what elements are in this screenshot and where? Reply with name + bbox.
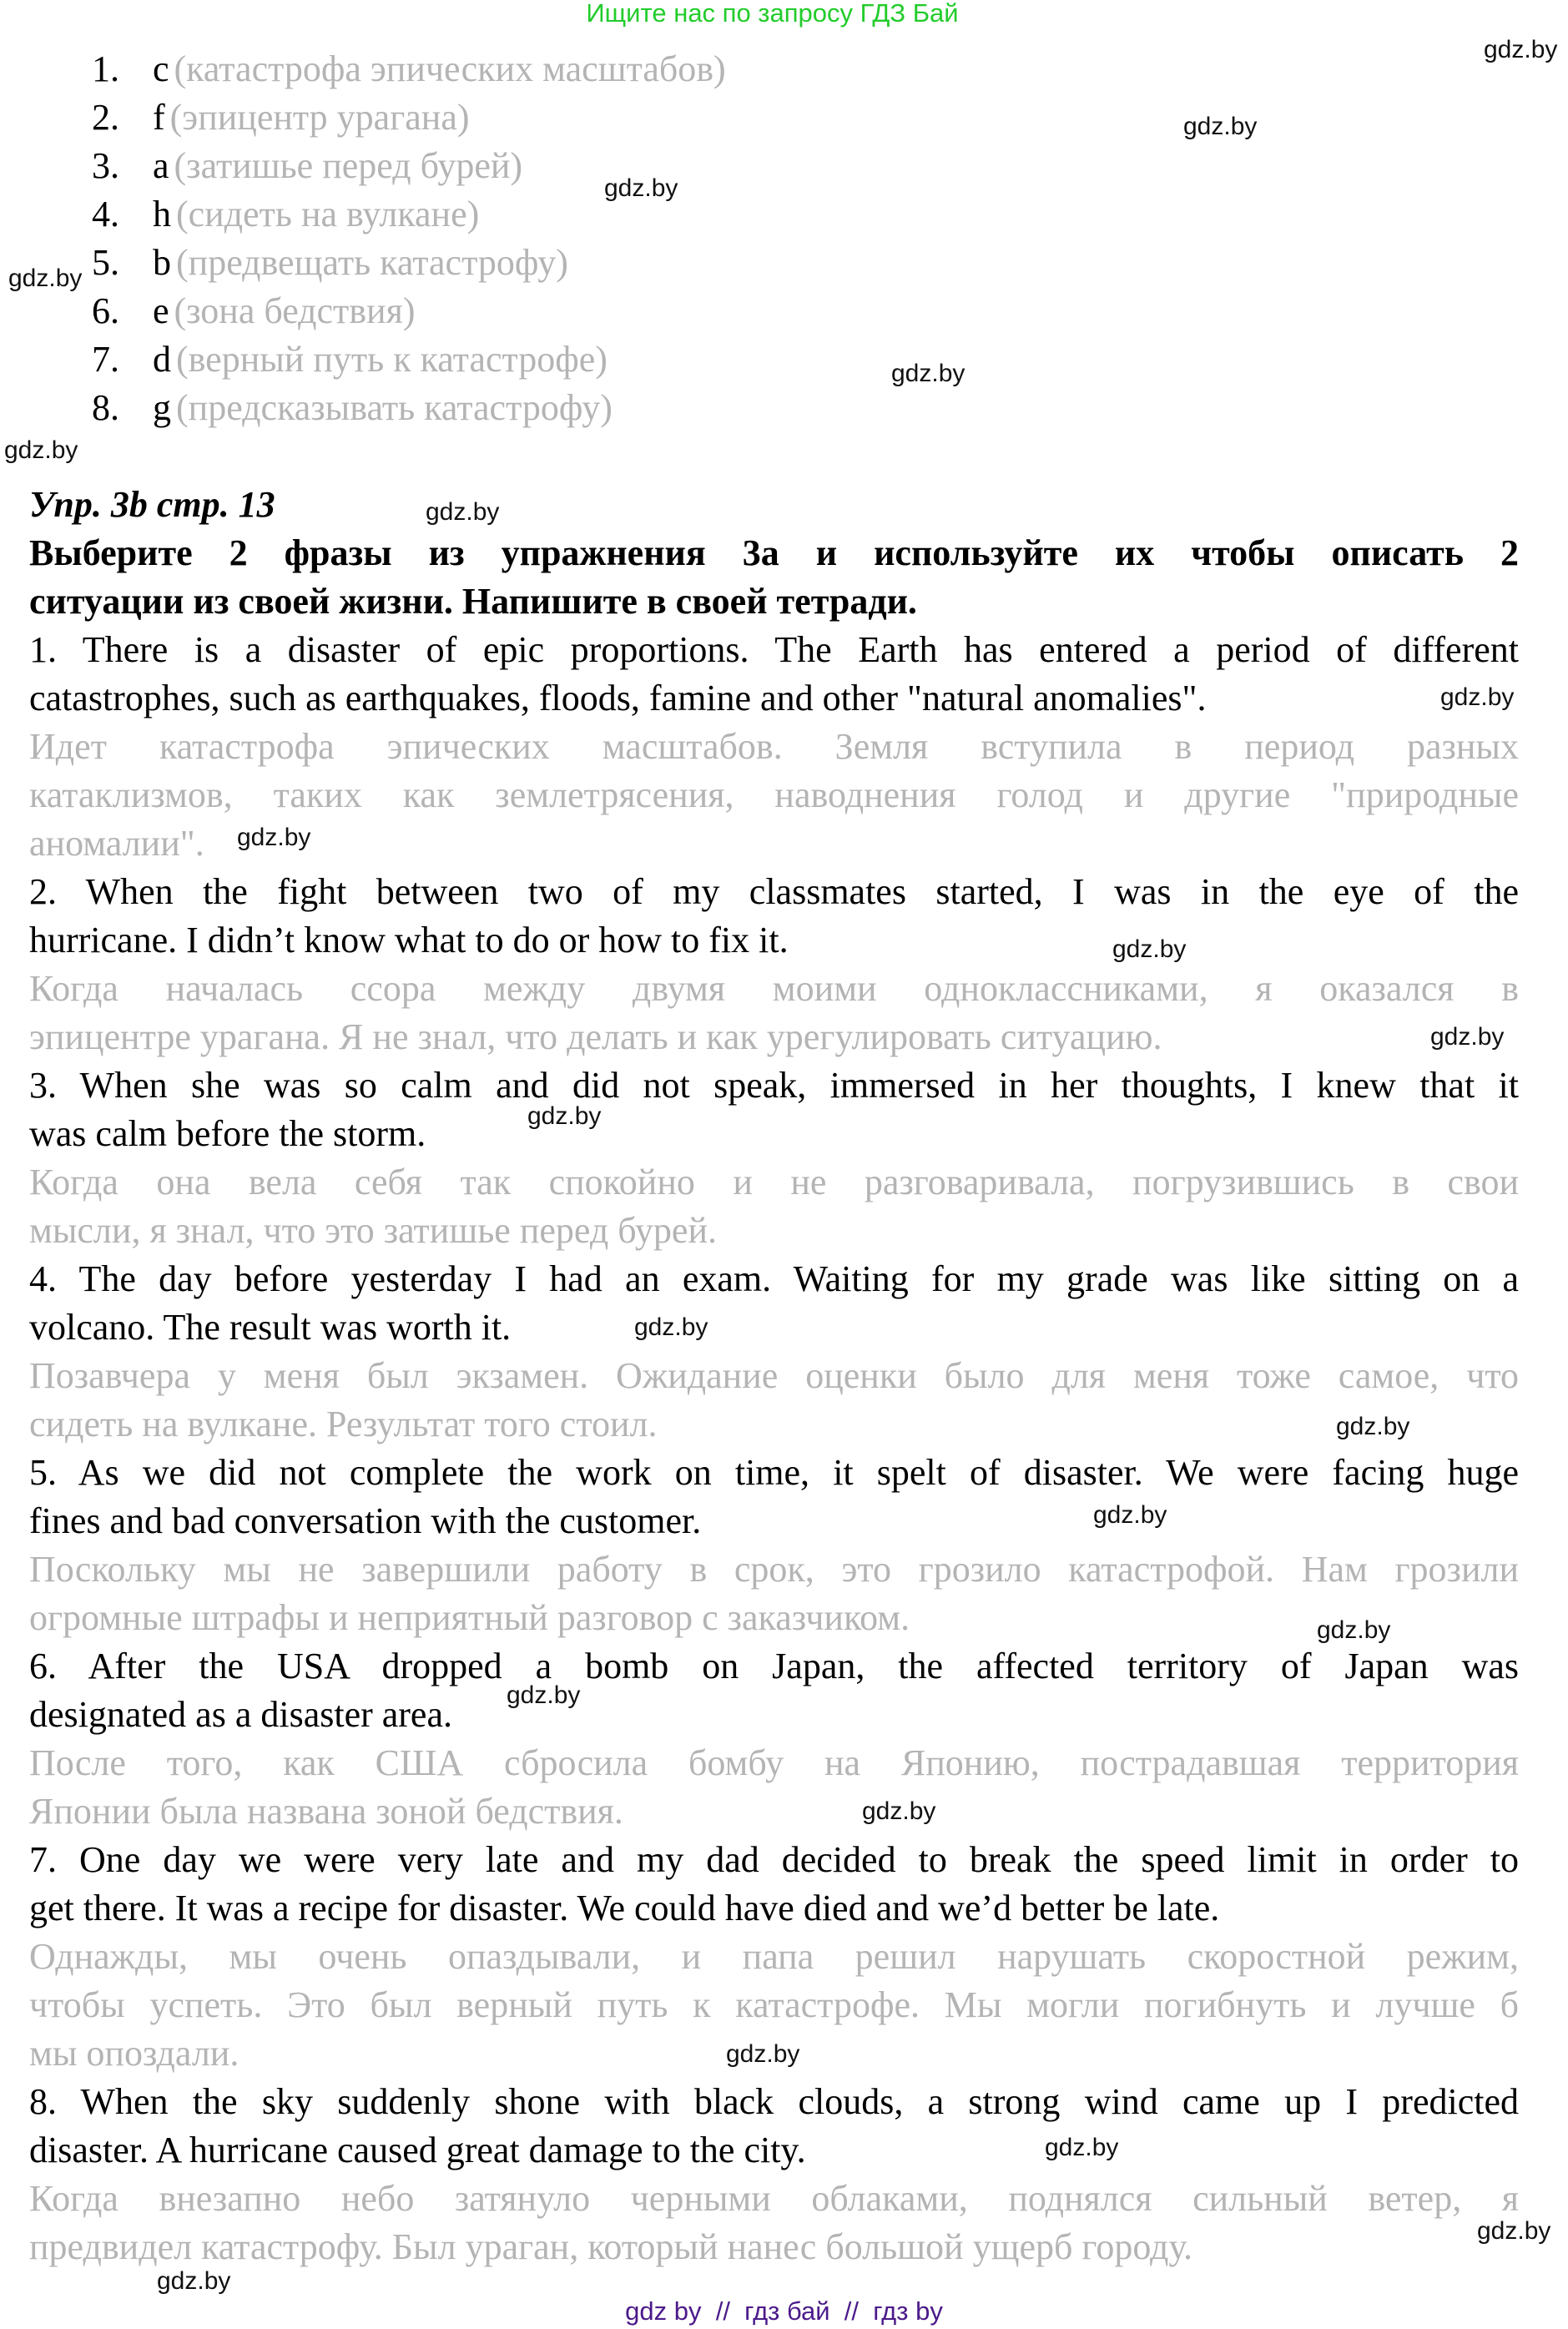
- russian-line: сидеть на вулкане. Результат того стоил.: [29, 1404, 658, 1444]
- watermark-text: gdz.by: [726, 2040, 800, 2068]
- english-line: catastrophes, such as earthquakes, floods, famine and other "natural anomalies".: [29, 678, 1207, 718]
- search-banner-text: Ищите нас по запросу ГДЗ Бай: [586, 0, 959, 28]
- paragraph-4: [29, 1255, 1519, 1449]
- answer-letter: d (верный путь к катастрофе): [153, 339, 608, 380]
- english-line: get there. It was a recipe for disaster. We could have died and we’d better be late.: [29, 1888, 1220, 1928]
- footer-links: gdz by // гдз бай // гдз by: [625, 2296, 943, 2326]
- answer-letter: a (затишье перед бурей): [153, 145, 523, 186]
- answer-translation: (предсказывать катастрофу): [176, 387, 613, 428]
- russian-line: Позавчера у меня был экзамен. Ожидание оценки было для меня тоже самое, что: [29, 1355, 1519, 1396]
- exercise-title: Упр. 3b стр. 13: [29, 484, 275, 525]
- paragraph-5: [29, 1449, 1519, 1642]
- exercise-task: [29, 529, 1519, 626]
- paragraph-2: [29, 868, 1519, 1061]
- english-line: hurricane. I didn’t know what to do or how to fix it.: [29, 920, 789, 960]
- answer-translation: (катастрофа эпических масштабов): [174, 48, 726, 89]
- paragraph-8: [29, 2078, 1519, 2271]
- answer-item: [0, 190, 834, 239]
- watermark-text: gdz.by: [1112, 935, 1187, 963]
- answer-number: 4.: [92, 194, 119, 234]
- task-line: Выберите 2 фразы из упражнения 3a и используйте их чтобы описать 2: [29, 532, 1519, 573]
- russian-line: Поскольку мы не завершили работу в срок, это грозило катастрофой. Нам грозили: [29, 1549, 1519, 1590]
- english-line: 3. When she was so calm and did not speak, immersed in her thoughts, I knew that it: [29, 1065, 1519, 1106]
- watermark-text: gdz.by: [1440, 683, 1515, 711]
- russian-line: эпицентре урагана. Я не знал, что делать и как урегулировать ситуацию.: [29, 1016, 1162, 1057]
- russian-line: Когда началась ссора между двумя моими одноклассниками, я оказался в: [29, 968, 1519, 1009]
- answer-item: [0, 142, 834, 190]
- watermark-text: gdz.by: [1484, 36, 1558, 63]
- english-line: 5. As we did not complete the work on time, it spelt of disaster. We were facing huge: [29, 1452, 1519, 1493]
- paragraph-6: [29, 1642, 1519, 1836]
- russian-line: Когда внезапно небо затянуло черными облаками, поднялся сильный ветер, я: [29, 2178, 1519, 2219]
- watermark-text: gdz.by: [527, 1102, 602, 1130]
- watermark-text: gdz.by: [1317, 1616, 1391, 1644]
- answer-number: 3.: [92, 145, 119, 186]
- answer-item: [0, 93, 834, 142]
- answer-number: 6.: [92, 290, 119, 331]
- english-line: 8. When the sky suddenly shone with black clouds, a strong wind came up I predicted: [29, 2081, 1519, 2122]
- task-line: ситуации из своей жизни. Напишите в своей тетради.: [29, 581, 917, 622]
- answer-list: [0, 45, 834, 432]
- watermark-text: gdz.by: [157, 2267, 231, 2295]
- answer-letter: c (катастрофа эпических масштабов): [153, 48, 726, 89]
- russian-line: Японии была названа зоной бедствия.: [29, 1791, 623, 1832]
- answer-letter: h (сидеть на вулкане): [153, 194, 480, 234]
- english-line: 7. One day we were very late and my dad decided to break the speed limit in order to: [29, 1839, 1519, 1880]
- watermark-text: gdz.by: [1045, 2134, 1119, 2161]
- english-line: 2. When the fight between two of my classmates started, I was in the eye of the: [29, 871, 1519, 912]
- answer-paragraphs: [29, 626, 1519, 2271]
- english-line: 4. The day before yesterday I had an exam. Waiting for my grade was like sitting on a: [29, 1258, 1519, 1299]
- english-line: 6. After the USA dropped a bomb on Japan, the affected territory of Japan was: [29, 1646, 1519, 1686]
- answer-number: 2.: [92, 97, 119, 138]
- watermark-text: gdz.by: [426, 498, 500, 526]
- russian-line: катаклизмов, таких как землетрясения, наводнения голод и другие "природные: [29, 774, 1519, 815]
- answer-item: [0, 384, 834, 432]
- answer-number: 5.: [92, 242, 119, 283]
- paragraph-3: [29, 1061, 1519, 1255]
- answer-letter: b (предвещать катастрофу): [153, 242, 568, 283]
- watermark-text: gdz.by: [634, 1313, 708, 1341]
- answer-translation: (зона бедствия): [174, 290, 416, 331]
- english-line: volcano. The result was worth it.: [29, 1307, 512, 1348]
- russian-line: огромные штрафы и неприятный разговор с заказчиком.: [29, 1597, 910, 1638]
- answer-item: [0, 335, 834, 384]
- answer-translation: (верный путь к катастрофе): [176, 339, 608, 380]
- watermark-text: gdz.by: [237, 824, 311, 851]
- answer-translation: (затишье перед бурей): [174, 145, 523, 186]
- watermark-text: gdz.by: [507, 1681, 581, 1709]
- watermark-text: gdz.by: [1336, 1413, 1410, 1440]
- english-line: 1. There is a disaster of epic proportions. The Earth has entered a period of different: [29, 629, 1519, 670]
- answer-letter: e (зона бедствия): [153, 290, 416, 331]
- answer-letter: g (предсказывать катастрофу): [153, 387, 613, 428]
- russian-line: Однажды, мы очень опаздывали, и папа решил нарушать скоростной режим,: [29, 1936, 1519, 1977]
- answer-item: [0, 287, 834, 335]
- answer-letter: f (эпицентр урагана): [153, 97, 470, 138]
- english-line: fines and bad conversation with the customer.: [29, 1500, 702, 1541]
- russian-line: Идет катастрофа эпических масштабов. Земля вступила в период разных: [29, 726, 1519, 767]
- answer-translation: (сидеть на вулкане): [176, 194, 480, 234]
- russian-line: предвидел катастрофу. Был ураган, который нанес большой ущерб городу.: [29, 2226, 1193, 2267]
- english-line: was calm before the storm.: [29, 1113, 426, 1154]
- watermark-text: gdz.by: [1093, 1501, 1167, 1529]
- russian-line: После того, как США сбросила бомбу на Японию, пострадавшая территория: [29, 1742, 1519, 1783]
- watermark-text: gdz.by: [891, 360, 966, 387]
- watermark-text: gdz.by: [1183, 113, 1258, 140]
- watermark-text: gdz.by: [4, 436, 78, 464]
- russian-line: мысли, я знал, что это затишье перед бурей.: [29, 1210, 718, 1251]
- answer-number: 8.: [92, 387, 119, 428]
- answer-item: [0, 45, 834, 93]
- answer-number: 7.: [92, 339, 119, 380]
- watermark-text: gdz.by: [1477, 2217, 1551, 2245]
- russian-line: мы опоздали.: [29, 2033, 239, 2074]
- english-line: disaster. A hurricane caused great damage to the city.: [29, 2130, 806, 2170]
- watermark-text: gdz.by: [1430, 1023, 1505, 1051]
- search-banner: [0, 0, 1568, 28]
- answer-translation: (предвещать катастрофу): [176, 242, 568, 283]
- exercise-header: [29, 481, 1519, 626]
- answer-translation: (эпицентр урагана): [169, 97, 470, 138]
- answer-item: [0, 239, 834, 287]
- russian-line: чтобы успеть. Это был верный путь к катастрофе. Мы могли погибнуть и лучше б: [29, 1984, 1519, 2025]
- english-line: designated as a disaster area.: [29, 1694, 452, 1735]
- russian-line: аномалии".: [29, 823, 204, 864]
- watermark-text: gdz.by: [8, 265, 83, 292]
- answer-number: 1.: [92, 48, 119, 89]
- watermark-text: gdz.by: [604, 174, 678, 202]
- russian-line: Когда она вела себя так спокойно и не разговаривала, погрузившись в свои: [29, 1162, 1519, 1202]
- watermark-text: gdz.by: [862, 1797, 936, 1825]
